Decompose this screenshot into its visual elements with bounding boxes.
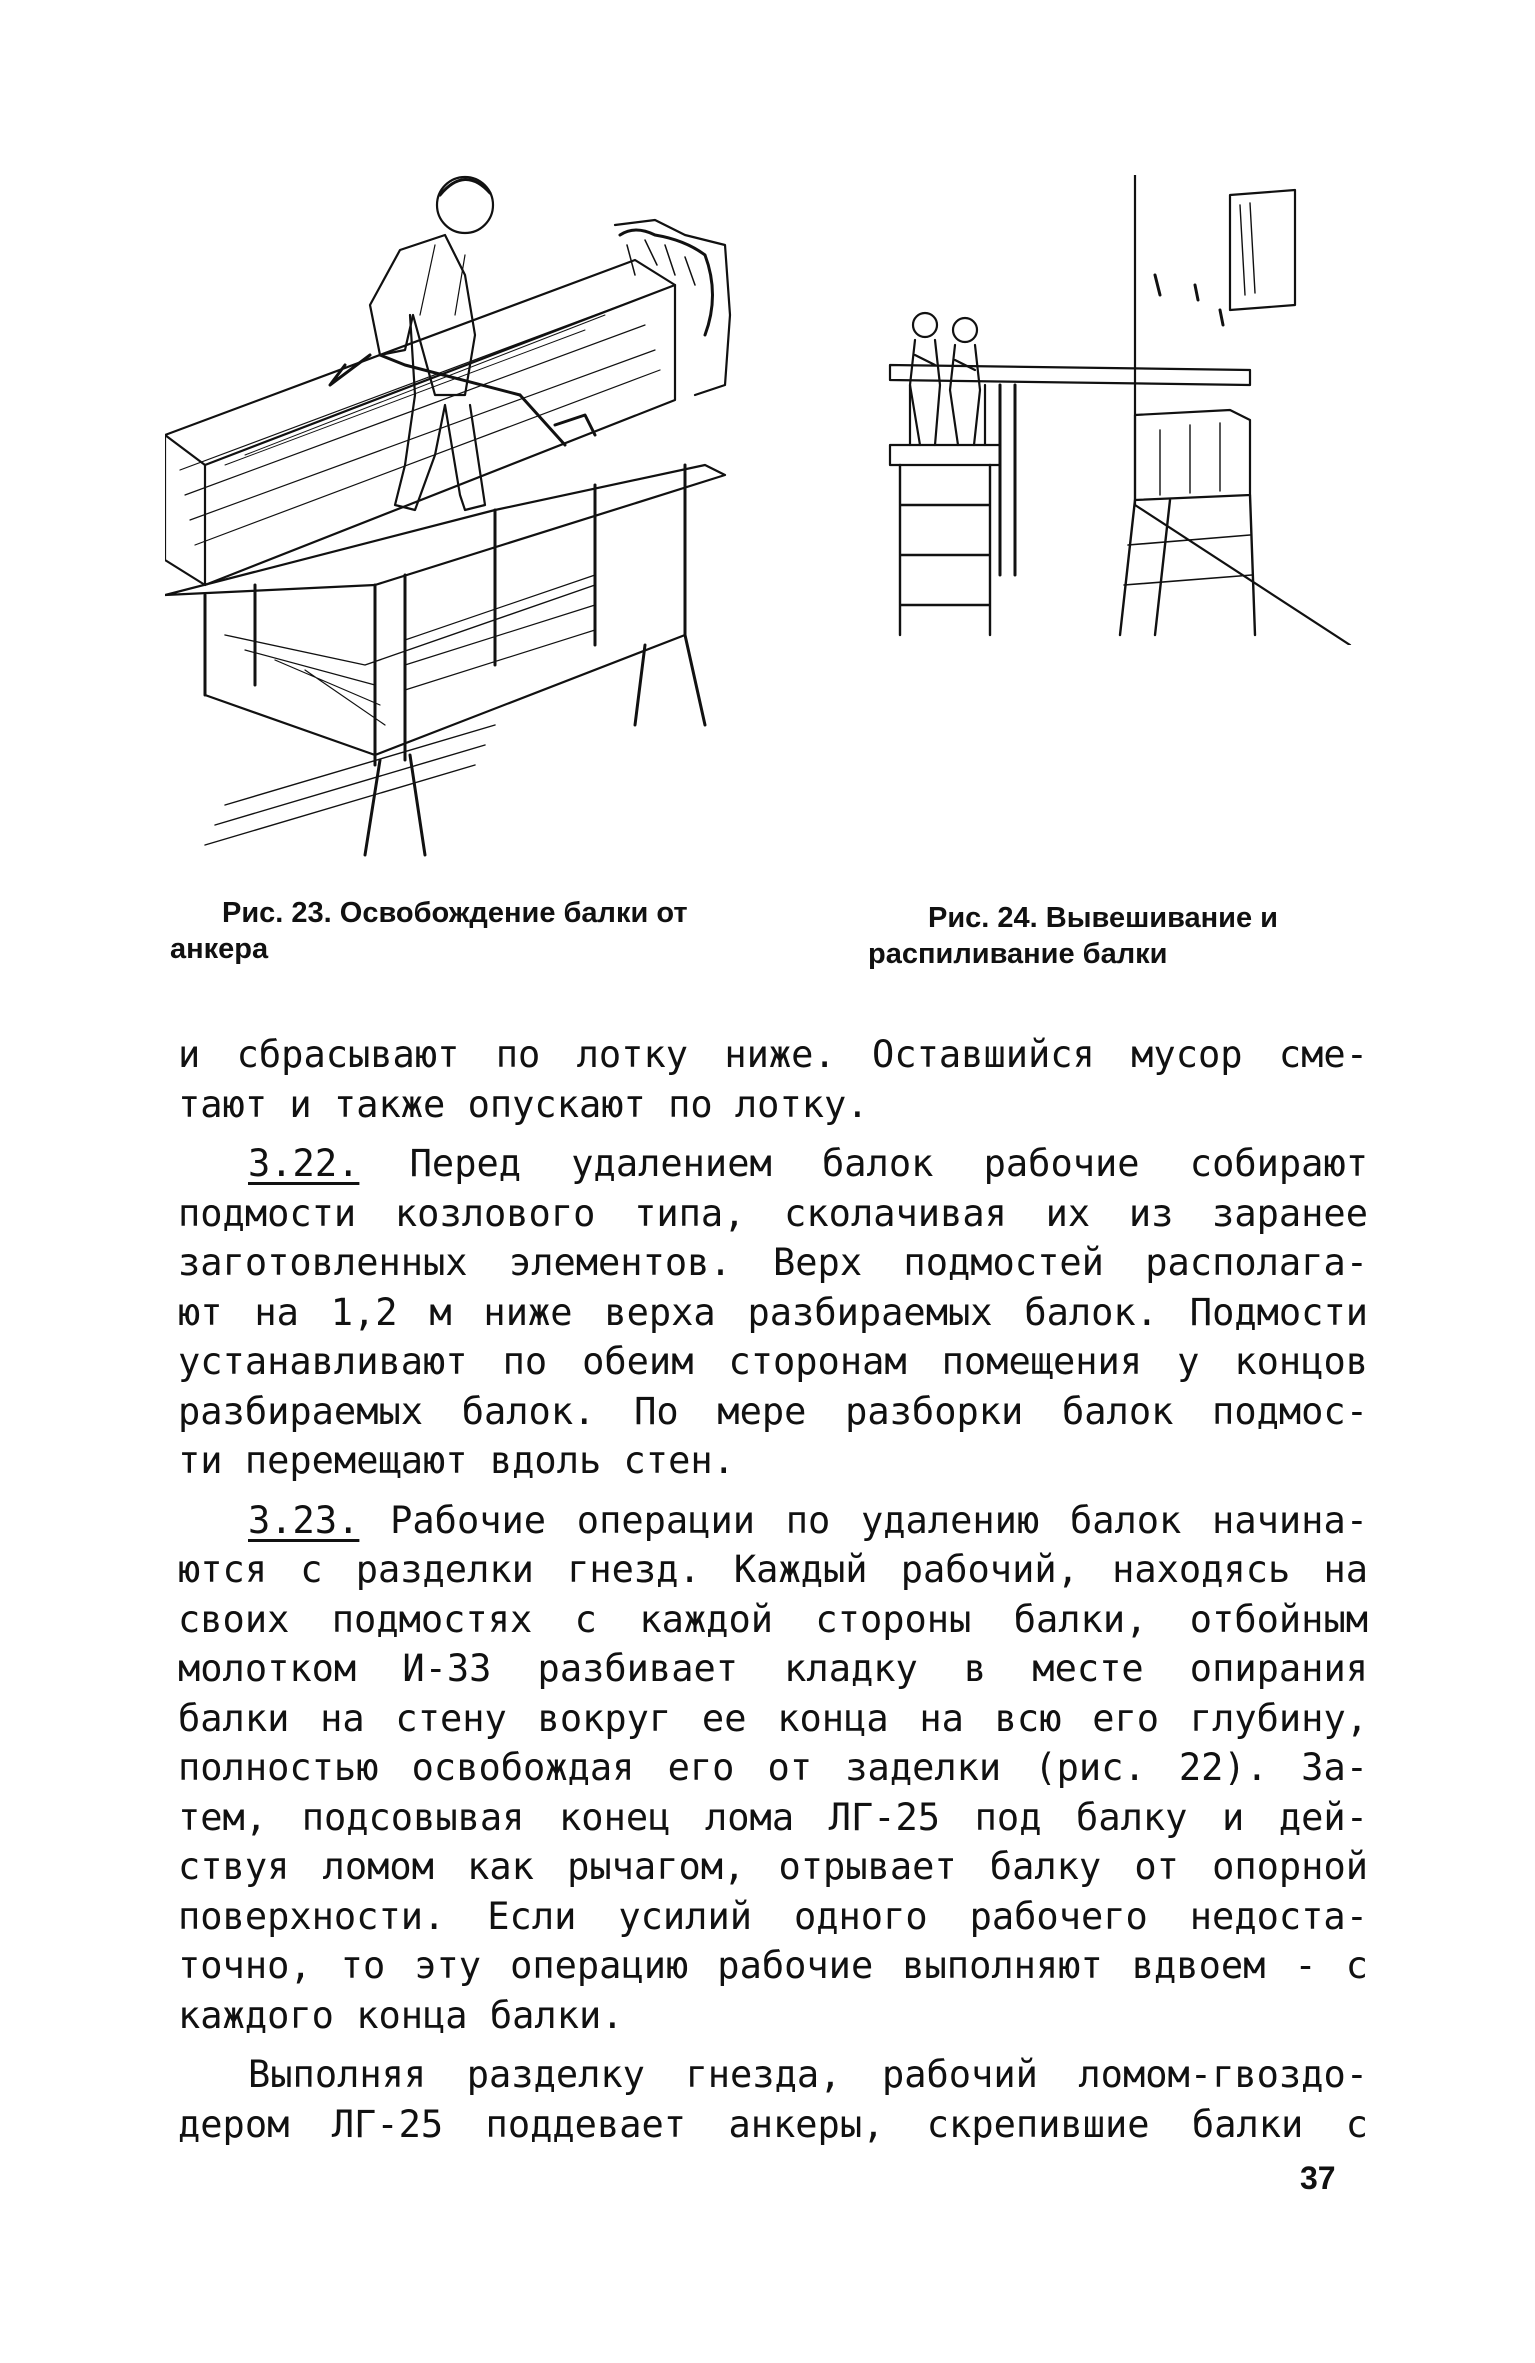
section-number: 3.23.	[248, 1498, 360, 1542]
text-line: точно, то эту операцию рабочие выполняют вдвоем - с	[178, 1944, 1368, 1987]
body-text	[178, 1030, 1368, 2149]
text-line: каждого конца балки.	[178, 1993, 624, 2037]
text-line: молотком И-33 разбивает кладку в месте опирания	[178, 1647, 1368, 1690]
text-line: ти перемещают вдоль стен.	[178, 1439, 735, 1482]
paragraph-3-22	[178, 1139, 1368, 1486]
text-line: устанавливают по обеим сторонам помещения у концов	[178, 1340, 1368, 1383]
paragraph-final	[178, 2050, 1368, 2149]
text-line: ются с разделки гнезд. Каждый рабочий, находясь на	[178, 1548, 1368, 1591]
text-line: дером ЛГ-25 поддевает анкеры, скрепившие балки с	[178, 2102, 1368, 2146]
text-line: разбираемых балок. По мере разборки балок подмос-	[178, 1389, 1368, 1433]
text-line: балки на стену вокруг ее конца на всю его глубину,	[178, 1696, 1368, 1740]
paragraph-3-23	[178, 1496, 1368, 2041]
text-line: и сбрасывают по лотку ниже. Оставшийся мусор сме-	[178, 1033, 1368, 1076]
figure-23-caption-line-1: Рис. 23. Освобождение балки от	[222, 897, 688, 929]
text-line: 3.23. Рабочие операции по удалению балок начина-	[248, 1498, 1368, 1542]
text-line: тем, подсовывая конец лома ЛГ-25 под балку и дей-	[178, 1795, 1368, 1839]
text-line: полностью освобождая его от заделки (рис. 22). За-	[178, 1746, 1368, 1789]
figure-23-caption	[170, 895, 790, 967]
figure-24-caption-line-1: Рис. 24. Вывешивание и	[928, 902, 1278, 934]
figure-24-illustration	[870, 175, 1360, 645]
paragraph-continuation	[178, 1030, 1368, 1129]
text-line: Выполняя разделку гнезда, рабочий ломом-гвоздо-	[248, 2053, 1368, 2096]
text-line: тают и также опускают по лотку.	[178, 1082, 869, 1126]
text-line: своих подмостях с каждой стороны балки, отбойным	[178, 1597, 1368, 1641]
text-line: ют на 1,2 м ниже верха разбираемых балок. Подмости	[178, 1290, 1368, 1334]
figure-23-caption-line-2: анкера	[170, 933, 269, 965]
figure-24-caption-line-2: распиливание балки	[868, 938, 1168, 970]
figure-23-illustration	[165, 165, 750, 865]
section-number: 3.22.	[248, 1142, 360, 1185]
text-line: поверхности. Если усилий одного рабочего недоста-	[178, 1894, 1368, 1938]
text-line: 3.22. Перед удалением балок рабочие собирают	[248, 1142, 1368, 1185]
text-line: ствуя ломом как рычагом, отрывает балку от опорной	[178, 1845, 1368, 1888]
text-line: заготовленных элементов. Верх подмостей располага-	[178, 1241, 1368, 1284]
page-number: 37	[1300, 2160, 1336, 2196]
text-line: подмости козлового типа, сколачивая их из заранее	[178, 1191, 1368, 1235]
figure-24-caption	[868, 900, 1388, 972]
